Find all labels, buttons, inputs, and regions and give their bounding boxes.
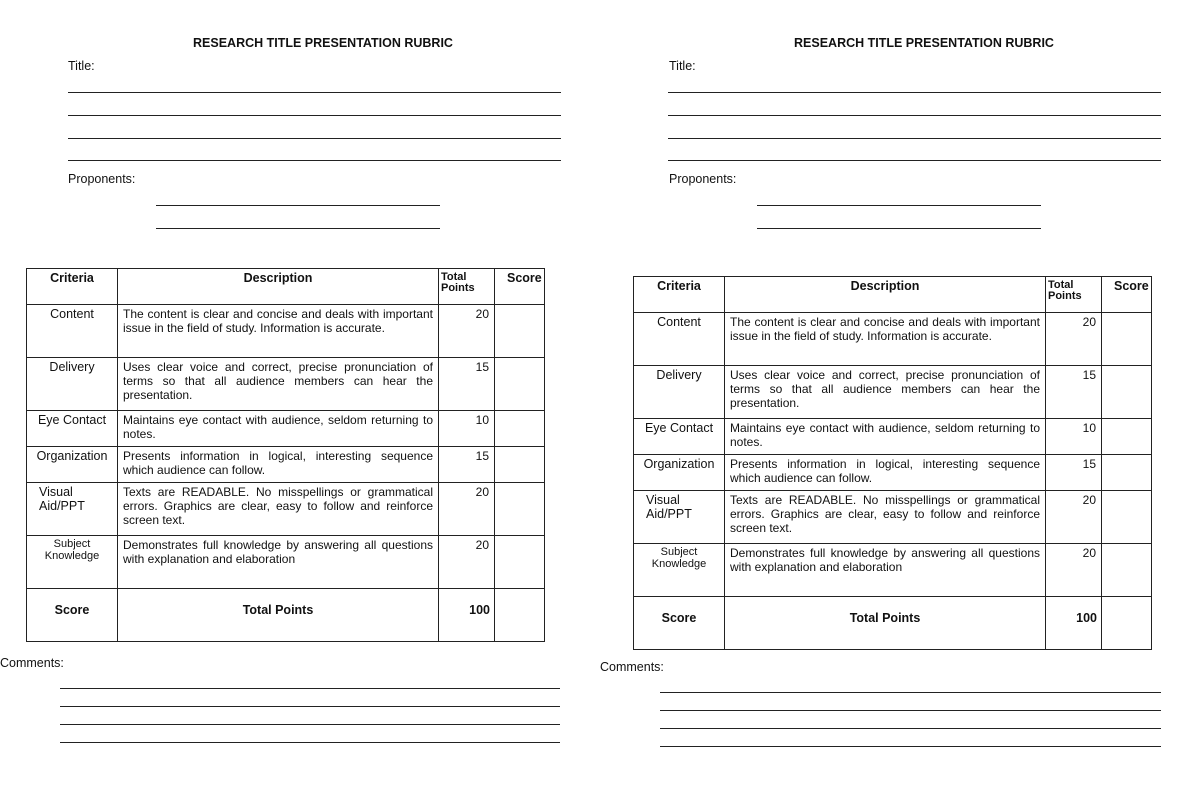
proponents-label: Proponents: [68, 172, 136, 186]
title-line-1[interactable] [68, 92, 561, 93]
description-cell: Maintains eye contact with audience, seldom returning to notes. [118, 411, 439, 447]
description-cell: Uses clear voice and correct, precise pronunciation of terms so that all audience members can hear the presentation. [725, 366, 1046, 419]
total-points-label: Total Points [725, 597, 1046, 650]
proponent-line-2[interactable] [757, 228, 1041, 229]
comment-line-1[interactable] [660, 692, 1161, 693]
title-line-3[interactable] [68, 138, 561, 139]
col-description: Description [118, 269, 439, 305]
table-row [27, 536, 545, 589]
col-criteria: Criteria [634, 277, 725, 313]
table-row [634, 455, 1152, 491]
rubric-heading: RESEARCH TITLE PRESENTATION RUBRIC [193, 36, 453, 50]
table-row [634, 544, 1152, 597]
table-row [634, 491, 1152, 544]
col-total-points: Total Points [439, 269, 495, 305]
total-points-value: 100 [1046, 597, 1102, 650]
title-line-3[interactable] [668, 138, 1161, 139]
total-score-cell[interactable] [1102, 597, 1152, 650]
table-total-row [634, 597, 1152, 650]
rubric-table [633, 276, 1152, 650]
criteria-cell: Visual Aid/PPT [27, 483, 118, 536]
comment-line-4[interactable] [660, 746, 1161, 747]
title-line-4[interactable] [68, 160, 561, 161]
col-total-points: Total Points [1046, 277, 1102, 313]
table-total-row [27, 589, 545, 642]
comment-line-3[interactable] [60, 724, 560, 725]
rubric-sheet-right [600, 0, 1200, 785]
comment-line-2[interactable] [660, 710, 1161, 711]
proponent-line-2[interactable] [156, 228, 440, 229]
title-label: Title: [68, 59, 95, 73]
score-cell[interactable] [1102, 366, 1152, 419]
score-cell[interactable] [1102, 544, 1152, 597]
score-cell[interactable] [495, 536, 545, 589]
points-cell: 20 [439, 305, 495, 358]
total-score-cell[interactable] [495, 589, 545, 642]
title-line-4[interactable] [668, 160, 1161, 161]
points-cell: 20 [1046, 313, 1102, 366]
points-cell: 20 [439, 483, 495, 536]
criteria-cell: Subject Knowledge [27, 536, 118, 589]
description-cell: Demonstrates full knowledge by answering all questions with explanation and elaboration [118, 536, 439, 589]
total-score-label: Score [634, 597, 725, 650]
points-cell: 15 [1046, 366, 1102, 419]
criteria-cell: Eye Contact [634, 419, 725, 455]
table-header-row [27, 269, 545, 305]
points-cell: 15 [439, 447, 495, 483]
table-header-row [634, 277, 1152, 313]
score-cell[interactable] [1102, 455, 1152, 491]
criteria-cell: Organization [634, 455, 725, 491]
comment-line-1[interactable] [60, 688, 560, 689]
title-line-2[interactable] [668, 115, 1161, 116]
table-row [27, 358, 545, 411]
criteria-cell: Delivery [634, 366, 725, 419]
score-cell[interactable] [1102, 419, 1152, 455]
proponents-label: Proponents: [669, 172, 737, 186]
description-cell: Uses clear voice and correct, precise pronunciation of terms so that all audience members can hear the presentation. [118, 358, 439, 411]
score-cell[interactable] [495, 483, 545, 536]
description-cell: Demonstrates full knowledge by answering all questions with explanation and elaboration [725, 544, 1046, 597]
col-score: Score [495, 269, 545, 305]
rubric-table [26, 268, 545, 642]
points-cell: 20 [1046, 491, 1102, 544]
table-row [27, 447, 545, 483]
proponent-line-1[interactable] [757, 205, 1041, 206]
points-cell: 10 [439, 411, 495, 447]
description-cell: Presents information in logical, interesting sequence which audience can follow. [118, 447, 439, 483]
comment-line-4[interactable] [60, 742, 560, 743]
criteria-cell: Visual Aid/PPT [634, 491, 725, 544]
rubric-heading: RESEARCH TITLE PRESENTATION RUBRIC [794, 36, 1054, 50]
points-cell: 20 [439, 536, 495, 589]
total-points-label: Total Points [118, 589, 439, 642]
points-cell: 15 [1046, 455, 1102, 491]
title-line-2[interactable] [68, 115, 561, 116]
comments-label: Comments: [0, 656, 64, 670]
comments-label: Comments: [600, 660, 664, 674]
criteria-cell: Eye Contact [27, 411, 118, 447]
points-cell: 15 [439, 358, 495, 411]
criteria-cell: Content [27, 305, 118, 358]
description-cell: The content is clear and concise and deals with important issue in the field of study. Information is accurate. [725, 313, 1046, 366]
description-cell: Maintains eye contact with audience, seldom returning to notes. [725, 419, 1046, 455]
score-cell[interactable] [495, 358, 545, 411]
criteria-cell: Content [634, 313, 725, 366]
table-row [27, 305, 545, 358]
table-row [27, 411, 545, 447]
proponent-line-1[interactable] [156, 205, 440, 206]
description-cell: Texts are READABLE. No misspellings or grammatical errors. Graphics are clear, easy to follow and reinforce screen text. [118, 483, 439, 536]
points-cell: 10 [1046, 419, 1102, 455]
score-cell[interactable] [495, 447, 545, 483]
total-score-label: Score [27, 589, 118, 642]
criteria-cell: Delivery [27, 358, 118, 411]
description-cell: Texts are READABLE. No misspellings or grammatical errors. Graphics are clear, easy to follow and reinforce screen text. [725, 491, 1046, 544]
total-points-value: 100 [439, 589, 495, 642]
table-row [634, 419, 1152, 455]
col-score: Score [1102, 277, 1152, 313]
description-cell: The content is clear and concise and deals with important issue in the field of study. Information is accurate. [118, 305, 439, 358]
title-line-1[interactable] [668, 92, 1161, 93]
criteria-cell: Subject Knowledge [634, 544, 725, 597]
comment-line-2[interactable] [60, 706, 560, 707]
table-row [27, 483, 545, 536]
score-cell[interactable] [1102, 313, 1152, 366]
criteria-cell: Organization [27, 447, 118, 483]
comment-line-3[interactable] [660, 728, 1161, 729]
description-cell: Presents information in logical, interesting sequence which audience can follow. [725, 455, 1046, 491]
score-cell[interactable] [1102, 491, 1152, 544]
col-description: Description [725, 277, 1046, 313]
col-criteria: Criteria [27, 269, 118, 305]
score-cell[interactable] [495, 411, 545, 447]
table-row [634, 366, 1152, 419]
points-cell: 20 [1046, 544, 1102, 597]
table-row [634, 313, 1152, 366]
title-label: Title: [669, 59, 696, 73]
score-cell[interactable] [495, 305, 545, 358]
